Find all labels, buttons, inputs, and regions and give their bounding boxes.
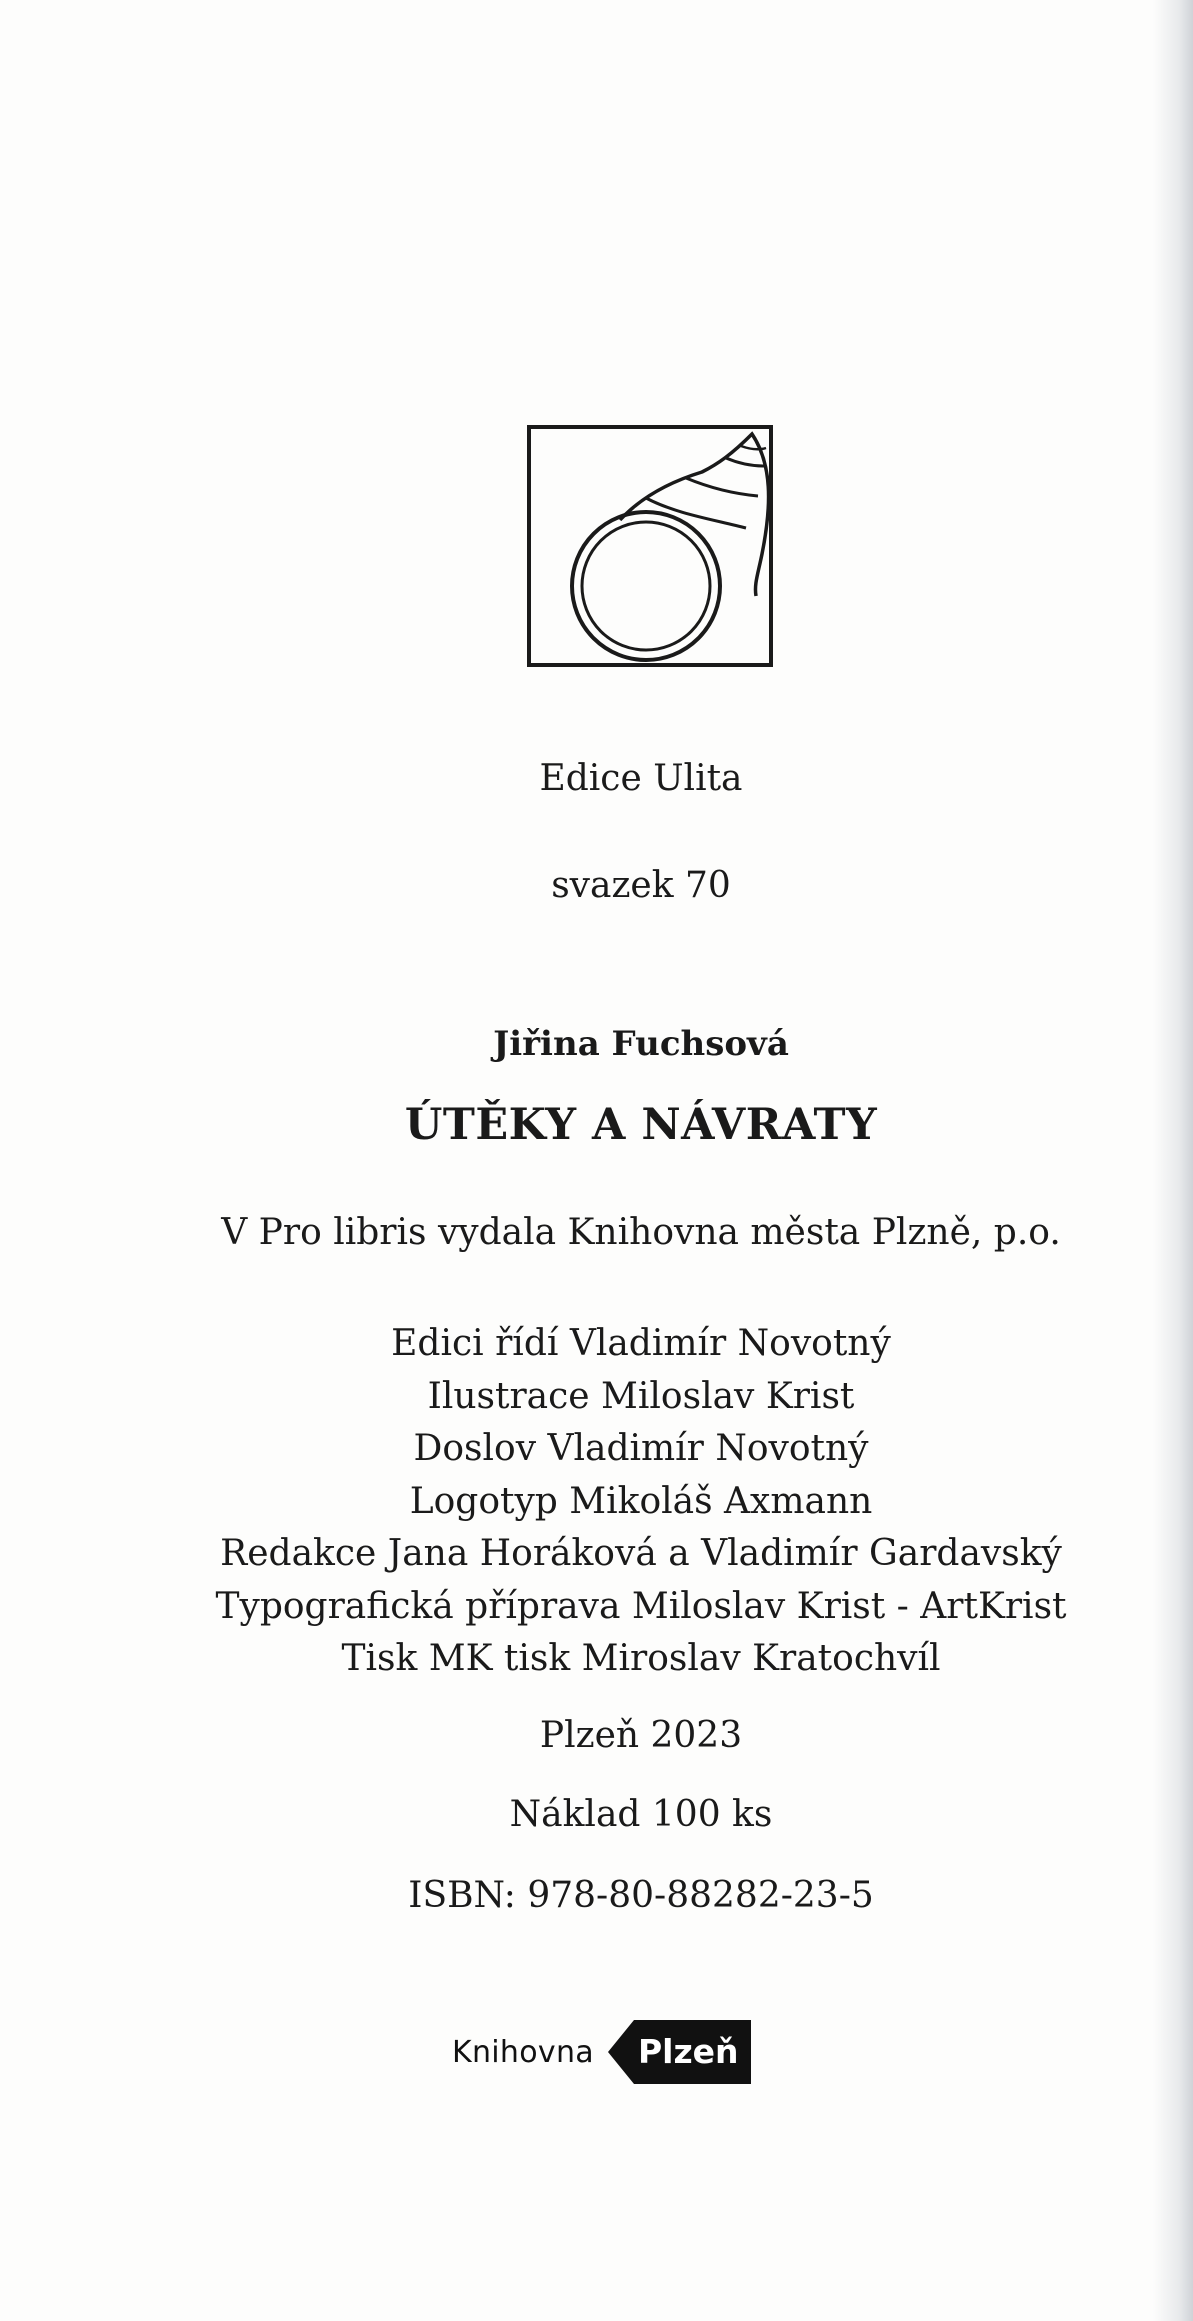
credit-line: Logotyp Mikoláš Axmann [409, 1480, 873, 1522]
series-name: Edice Ulita [539, 758, 743, 799]
page-edge-shadow [1153, 0, 1193, 2321]
isbn-number: ISBN: 978-80-88282-23-5 [408, 1875, 874, 1916]
volume-number: svazek 70 [551, 865, 731, 906]
knihovna-plzen-logo-icon [452, 2020, 751, 2084]
library-logo-city: Plzeň [634, 2020, 751, 2084]
credit-line: Tisk MK tisk Miroslav Kratochvíl [341, 1638, 941, 1679]
library-logo-word: Knihovna [452, 2034, 594, 2070]
book-title: ÚTĚKY A NÁVRATY [404, 1100, 878, 1150]
credits-list [0, 1318, 1193, 1686]
library-logo-badge [608, 2020, 751, 2084]
credit-line: Doslov Vladimír Novotný [413, 1428, 869, 1469]
credit-line: Ilustrace Miloslav Krist [427, 1375, 855, 1417]
place-and-year: Plzeň 2023 [539, 1715, 743, 1756]
badge-arrow-icon [608, 2020, 634, 2084]
credit-line: Redakce Jana Horáková a Vladimír Gardavský [220, 1533, 1062, 1574]
snail-shell-emblem-icon [526, 424, 774, 668]
credit-line: Typografická příprava Miloslav Krist - ArtKrist [215, 1585, 1067, 1627]
author-name: Jiřina Fuchsová [493, 1024, 789, 1064]
print-run: Náklad 100 ks [509, 1794, 773, 1835]
credit-line: Edici řídí Vladimír Novotný [391, 1323, 891, 1364]
publisher-line: V Pro libris vydala Knihovna města Plzně, p.o. [221, 1212, 1061, 1253]
